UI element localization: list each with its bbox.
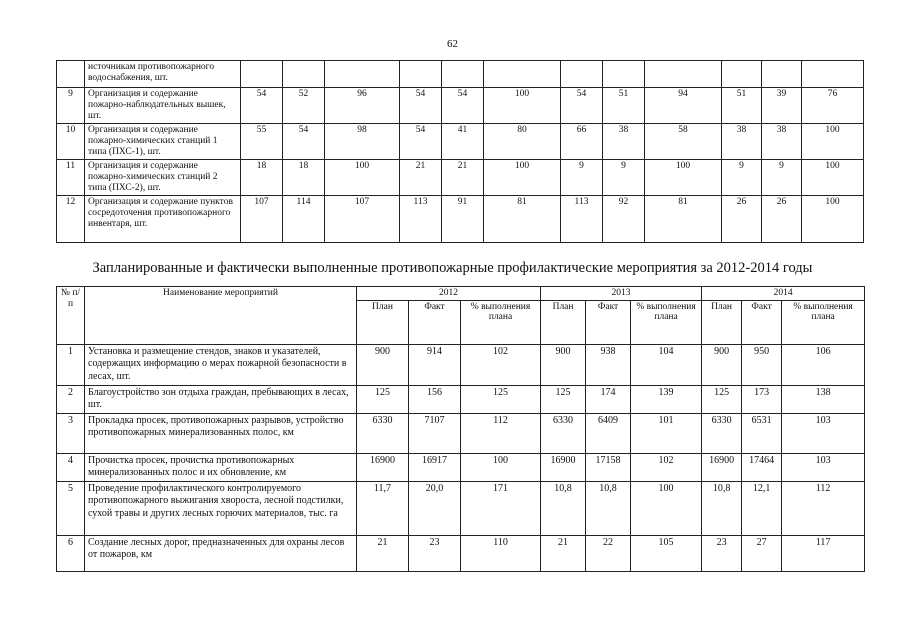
table-cell: 9 <box>762 160 802 196</box>
table-row <box>57 88 864 124</box>
table-cell: 107 <box>241 196 283 243</box>
table-cell: 23 <box>409 535 461 571</box>
table-cell: 125 <box>702 385 742 413</box>
table-cell: 107 <box>325 196 400 243</box>
table-cell: 18 <box>241 160 283 196</box>
header-sub: План <box>702 300 742 344</box>
table-row <box>57 481 865 535</box>
row-number: 4 <box>57 453 85 481</box>
table-cell: 54 <box>241 88 283 124</box>
table-cell: 51 <box>722 88 762 124</box>
table-row <box>57 61 864 88</box>
table-row <box>57 535 865 571</box>
table-cell <box>603 61 645 88</box>
table-cell: 114 <box>283 196 325 243</box>
page-number: 62 <box>447 38 458 50</box>
table-cell: 6330 <box>357 413 409 453</box>
table-cell: 9 <box>561 160 603 196</box>
row-number: 12 <box>57 196 85 243</box>
table-cell: 51 <box>603 88 645 124</box>
table-cell: 100 <box>631 481 702 535</box>
header-sub: План <box>357 300 409 344</box>
table-cell: 6531 <box>742 413 782 453</box>
table-cell <box>442 61 484 88</box>
row-name: Организация и содержание пожарно-химических станций 2 типа (ПХС-2), шт. <box>85 160 241 196</box>
row-name: Благоустройство зон отдыха граждан, пребывающих в лесах, шт. <box>85 385 357 413</box>
table-cell: 104 <box>631 344 702 385</box>
row-name: Организация и содержание пожарно-химических станций 1 типа (ПХС-1), шт. <box>85 124 241 160</box>
table-cell: 103 <box>782 413 865 453</box>
table-cell: 16900 <box>702 453 742 481</box>
table-cell: 101 <box>631 413 702 453</box>
table-cell: 52 <box>283 88 325 124</box>
table-cell: 102 <box>631 453 702 481</box>
table-cell: 102 <box>461 344 541 385</box>
table-cell: 914 <box>409 344 461 385</box>
table-cell: 26 <box>722 196 762 243</box>
table-cell: 38 <box>603 124 645 160</box>
table-cell: 125 <box>541 385 586 413</box>
table-cell: 17464 <box>742 453 782 481</box>
header-sub: Факт <box>742 300 782 344</box>
row-number: 6 <box>57 535 85 571</box>
table-cell: 54 <box>442 88 484 124</box>
table-cell: 100 <box>484 160 561 196</box>
table-cell <box>561 61 603 88</box>
table-cell: 38 <box>722 124 762 160</box>
table-cell: 38 <box>762 124 802 160</box>
table-cell <box>484 61 561 88</box>
table-cell: 106 <box>782 344 865 385</box>
table-cell: 16900 <box>541 453 586 481</box>
table-cell <box>645 61 722 88</box>
table-cell: 21 <box>541 535 586 571</box>
table-cell: 100 <box>802 196 864 243</box>
table-cell: 950 <box>742 344 782 385</box>
table-cell: 6409 <box>586 413 631 453</box>
table-cell <box>762 61 802 88</box>
table-cell: 138 <box>782 385 865 413</box>
table-cell: 100 <box>325 160 400 196</box>
table-cell: 91 <box>442 196 484 243</box>
header-name: Наименование мероприятий <box>85 287 357 345</box>
table-cell: 21 <box>442 160 484 196</box>
table-cell: 171 <box>461 481 541 535</box>
table-cell: 81 <box>484 196 561 243</box>
table-cell: 16900 <box>357 453 409 481</box>
table-cell: 41 <box>442 124 484 160</box>
table-cell: 900 <box>541 344 586 385</box>
row-name: Организация и содержание пунктов сосредоточения противопожарного инвентаря, шт. <box>85 196 241 243</box>
row-number: 5 <box>57 481 85 535</box>
table-cell <box>283 61 325 88</box>
table-cell: 113 <box>400 196 442 243</box>
table-cell: 92 <box>603 196 645 243</box>
table-cell: 54 <box>400 124 442 160</box>
table-cell: 18 <box>283 160 325 196</box>
table-cell: 6330 <box>702 413 742 453</box>
table-cell: 125 <box>357 385 409 413</box>
table-row <box>57 160 864 196</box>
table-cell: 54 <box>400 88 442 124</box>
table-cell: 110 <box>461 535 541 571</box>
table-cell: 76 <box>802 88 864 124</box>
row-name: Установка и размещение стендов, знаков и указателей, содержащих информацию о мерах пожарной безопасности в лесах, шт. <box>85 344 357 385</box>
table-cell <box>802 61 864 88</box>
header-num: № п/п <box>57 287 85 345</box>
table-cell: 117 <box>782 535 865 571</box>
table-cell: 94 <box>645 88 722 124</box>
row-name: Прочистка просек, прочистка противопожарных минерализованных полос и их обновление, км <box>85 453 357 481</box>
header-sub: План <box>541 300 586 344</box>
table-cell: 9 <box>722 160 762 196</box>
table-cell: 98 <box>325 124 400 160</box>
row-number: 9 <box>57 88 85 124</box>
table-cell <box>241 61 283 88</box>
table-cell: 173 <box>742 385 782 413</box>
header-sub: % выполнения плана <box>782 300 865 344</box>
table-cell: 125 <box>461 385 541 413</box>
table-cell: 58 <box>645 124 722 160</box>
table-cell: 21 <box>357 535 409 571</box>
table-cell: 938 <box>586 344 631 385</box>
table-cell: 112 <box>782 481 865 535</box>
table-cell: 54 <box>561 88 603 124</box>
header-sub: % выполнения плана <box>461 300 541 344</box>
table-cell <box>400 61 442 88</box>
continuation-table <box>56 60 864 243</box>
row-number <box>57 61 85 88</box>
table-cell: 10,8 <box>541 481 586 535</box>
table-cell: 100 <box>802 124 864 160</box>
header-sub: % выполнения плана <box>631 300 702 344</box>
row-number: 10 <box>57 124 85 160</box>
table-cell: 11,7 <box>357 481 409 535</box>
table-cell: 27 <box>742 535 782 571</box>
table-cell: 100 <box>461 453 541 481</box>
table-cell: 7107 <box>409 413 461 453</box>
table-cell: 17158 <box>586 453 631 481</box>
table-cell: 105 <box>631 535 702 571</box>
table-cell: 20,0 <box>409 481 461 535</box>
row-number: 3 <box>57 413 85 453</box>
table-cell: 900 <box>702 344 742 385</box>
header-year: 2014 <box>702 287 865 301</box>
table-cell: 100 <box>645 160 722 196</box>
row-name: Организация и содержание пожарно-наблюдательных вышек, шт. <box>85 88 241 124</box>
row-name: источникам противопожарного водоснабжения, шт. <box>85 61 241 88</box>
fire-prevention-table <box>56 286 865 572</box>
header-year: 2012 <box>357 287 541 301</box>
table-row <box>57 385 865 413</box>
table-cell: 6330 <box>541 413 586 453</box>
row-number: 2 <box>57 385 85 413</box>
table-cell: 112 <box>461 413 541 453</box>
table-cell: 66 <box>561 124 603 160</box>
table-title: Запланированные и фактически выполненные противопожарные профилактические мероприятия за 2012-2014 годы <box>92 260 813 276</box>
table-cell: 10,8 <box>702 481 742 535</box>
table-cell: 174 <box>586 385 631 413</box>
table-cell: 100 <box>484 88 561 124</box>
header-year: 2013 <box>541 287 702 301</box>
table-cell: 103 <box>782 453 865 481</box>
table-cell: 100 <box>802 160 864 196</box>
header-row-years <box>57 287 865 301</box>
header-sub: Факт <box>586 300 631 344</box>
table-row <box>57 453 865 481</box>
row-name: Прокладка просек, противопожарных разрывов, устройство противопожарных минерализованных полос, км <box>85 413 357 453</box>
row-number: 11 <box>57 160 85 196</box>
table-cell: 23 <box>702 535 742 571</box>
table-cell: 81 <box>645 196 722 243</box>
table-cell: 156 <box>409 385 461 413</box>
table-cell: 26 <box>762 196 802 243</box>
table-cell: 113 <box>561 196 603 243</box>
table-cell: 21 <box>400 160 442 196</box>
table-cell: 900 <box>357 344 409 385</box>
header-sub: Факт <box>409 300 461 344</box>
table-cell: 22 <box>586 535 631 571</box>
table-cell: 96 <box>325 88 400 124</box>
table-cell <box>722 61 762 88</box>
table-row <box>57 344 865 385</box>
row-name: Создание лесных дорог, предназначенных для охраны лесов от пожаров, км <box>85 535 357 571</box>
table-cell: 55 <box>241 124 283 160</box>
table-cell: 39 <box>762 88 802 124</box>
table-row <box>57 124 864 160</box>
table-cell: 139 <box>631 385 702 413</box>
table-cell: 9 <box>603 160 645 196</box>
table-cell <box>325 61 400 88</box>
table-cell: 12,1 <box>742 481 782 535</box>
table-row <box>57 196 864 243</box>
table-row <box>57 413 865 453</box>
table-cell: 80 <box>484 124 561 160</box>
row-name: Проведение профилактического контролируемого противопожарного выжигания хвороста, лесной подстилки, сухой травы и других лесных горючих материалов, тыс. га <box>85 481 357 535</box>
row-number: 1 <box>57 344 85 385</box>
table-cell: 16917 <box>409 453 461 481</box>
table-cell: 10,8 <box>586 481 631 535</box>
table-cell: 54 <box>283 124 325 160</box>
